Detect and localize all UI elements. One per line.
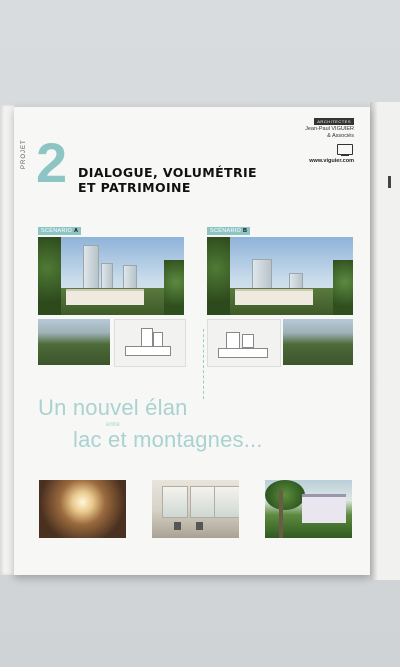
brochure-page: [14, 107, 370, 575]
scenario-b-letter: B: [242, 228, 248, 234]
scenario-b-render: [207, 237, 353, 315]
scenario-a-letter: A: [73, 228, 79, 234]
slogan-connector: entre: [106, 422, 120, 428]
title-line-2: ET PATRIMOINE: [78, 180, 191, 195]
website-url[interactable]: www.viguier.com: [309, 158, 354, 164]
logo-strip: ARCHITECTES: [314, 118, 354, 125]
scenario-b-label: SCÉNARIO: [210, 228, 243, 234]
photo-atrium-dome: [39, 480, 126, 538]
scenario-a-tag: [38, 227, 81, 235]
projet-label: PROJET: [21, 139, 27, 169]
scenario-divider: [203, 329, 204, 399]
photo-interior-room: [152, 480, 239, 538]
slogan-line-2: lac et montagnes...: [73, 427, 263, 452]
architect-logo: [305, 118, 354, 140]
scenario-a-label: SCÉNARIO: [41, 228, 74, 234]
logo-line-2: & Associés: [327, 133, 354, 139]
next-page-edge-mark: [388, 176, 391, 188]
section-number: 2: [36, 131, 68, 194]
photo-garden-terrace: [265, 480, 352, 538]
brochure-left-fold: [0, 105, 14, 575]
scenario-a-render: [38, 237, 184, 315]
page-title: [78, 165, 257, 195]
scenario-b-tag: [207, 227, 250, 235]
logo-line-1: Jean-Paul VIGUIER: [305, 126, 354, 132]
title-line-1: DIALOGUE, VOLUMÉTRIE: [78, 165, 257, 180]
scenario-b-sketch: [207, 319, 281, 367]
slogan-line-1: Un nouvel élan: [38, 395, 188, 420]
monitor-icon: [337, 144, 353, 155]
brochure-right-fold: [370, 102, 400, 580]
scenario-b-aerial-view: [283, 319, 353, 365]
scenario-a-aerial-view: [38, 319, 110, 365]
scenario-a-sketch: [114, 319, 186, 367]
